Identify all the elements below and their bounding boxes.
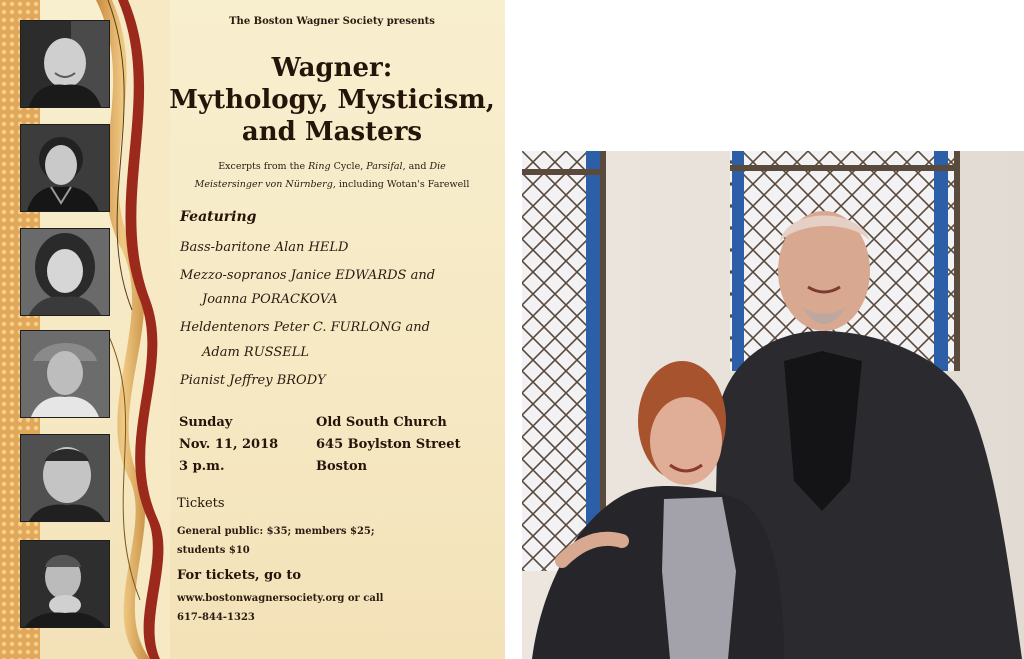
excerpt-work-die: Die bbox=[429, 161, 446, 172]
performer-line: Joanna PORACKOVA bbox=[202, 292, 338, 307]
excerpt-text: , including Wotan's Farewell bbox=[332, 179, 470, 190]
event-flyer bbox=[0, 0, 505, 659]
portrait-photo-3 bbox=[20, 228, 110, 316]
venue-street: 645 Boylston Street bbox=[316, 437, 461, 452]
program-description bbox=[160, 158, 504, 194]
excerpt-work-meistersinger: Meistersinger von Nürnberg bbox=[194, 179, 333, 190]
excerpt-text: , and bbox=[402, 161, 430, 172]
title-line-2: Mythology, Mysticism, bbox=[169, 85, 495, 115]
phone-line: 617-844-1323 bbox=[177, 612, 255, 623]
event-date-time bbox=[179, 412, 278, 478]
performer-line: Pianist Jeffrey BRODY bbox=[180, 373, 326, 388]
venue-city: Boston bbox=[316, 459, 368, 474]
performer-line: Heldentenors Peter C. FURLONG and bbox=[180, 320, 430, 335]
ticket-prices bbox=[177, 522, 497, 560]
presenter-line: The Boston Wagner Society presents bbox=[229, 16, 435, 27]
excerpt-text: Excerpts from the bbox=[218, 161, 309, 172]
tickets-heading: Tickets bbox=[177, 496, 225, 511]
prices-line: General public: $35; members $25; bbox=[177, 526, 375, 537]
event-time: 3 p.m. bbox=[179, 459, 225, 474]
excerpt-work-parsifal: Parsifal bbox=[366, 161, 403, 172]
event-title bbox=[160, 52, 504, 148]
performer-line: Adam RUSSELL bbox=[202, 345, 310, 360]
title-line-1: Wagner: bbox=[271, 53, 393, 83]
featuring-heading: Featuring bbox=[180, 209, 257, 225]
portrait-photo-1 bbox=[20, 20, 110, 108]
website-line: www.bostonwagnersociety.org or call bbox=[177, 593, 384, 604]
title-line-3: and Masters bbox=[241, 117, 423, 147]
portrait-photo-2 bbox=[20, 124, 110, 212]
event-date: Nov. 11, 2018 bbox=[179, 437, 279, 452]
performer-line: Mezzo-sopranos Janice EDWARDS and bbox=[180, 268, 436, 283]
portrait-photo-5 bbox=[20, 434, 110, 522]
ticket-contact bbox=[177, 589, 497, 627]
prices-line: students $10 bbox=[177, 545, 250, 556]
performer-line: Bass-baritone Alan HELD bbox=[180, 240, 349, 255]
venue-name: Old South Church bbox=[316, 415, 447, 430]
event-day: Sunday bbox=[179, 415, 233, 430]
for-tickets-heading: For tickets, go to bbox=[177, 568, 302, 583]
portrait-photo-4 bbox=[20, 330, 110, 418]
portrait-photo-6 bbox=[20, 540, 110, 628]
excerpt-text: Cycle, bbox=[330, 161, 367, 172]
excerpt-work-ring: Ring bbox=[308, 161, 331, 172]
couple-photo bbox=[522, 151, 1024, 659]
event-venue bbox=[316, 412, 461, 478]
